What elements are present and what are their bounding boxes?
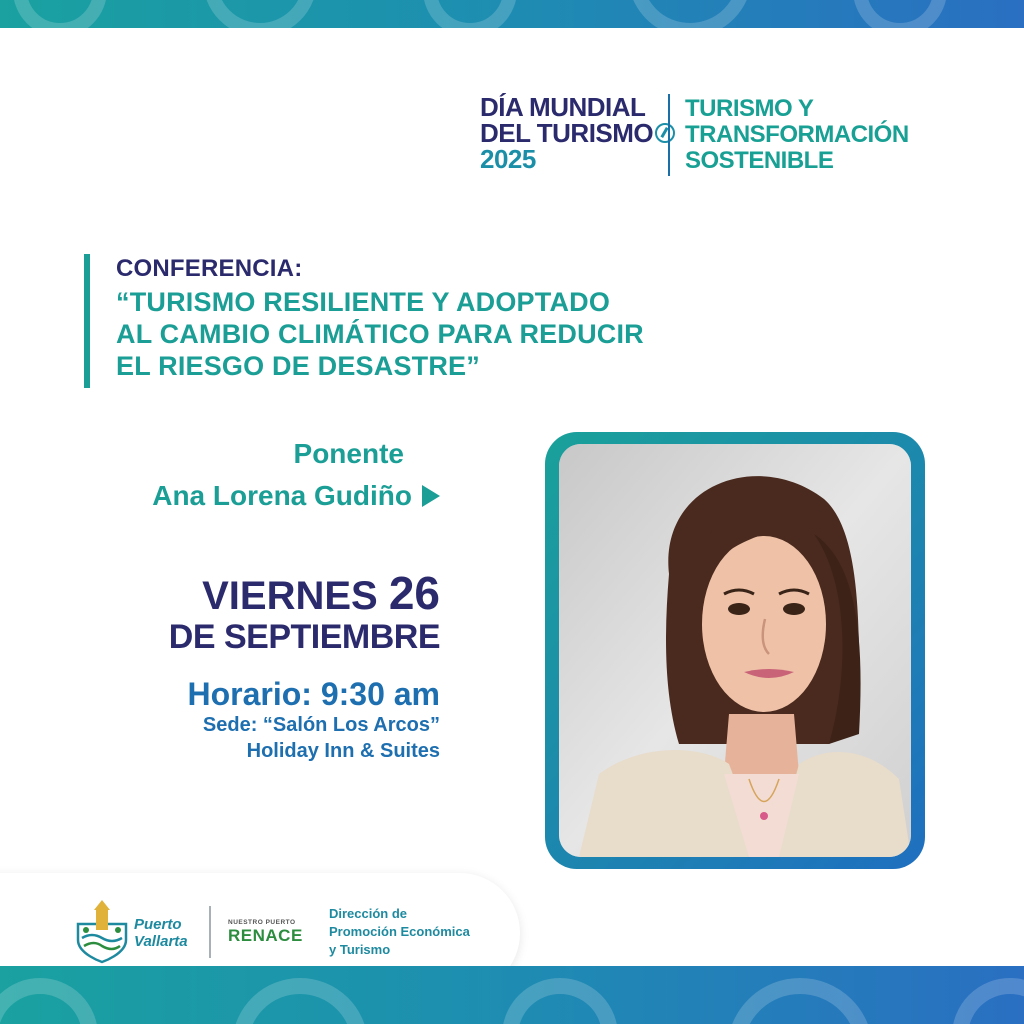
event-name: [480, 94, 675, 172]
department-name: [329, 905, 470, 959]
conference-title-line-1: “TURISMO RESILIENTE Y ADOPTADO: [116, 287, 611, 317]
renace-slogan: [228, 919, 303, 946]
puerto-vallarta-logo: [72, 896, 132, 971]
department-line-1: Dirección de: [329, 906, 408, 921]
compass-icon: [655, 123, 675, 143]
play-arrow-icon: [422, 485, 440, 507]
theme-line-2: TRANSFORMACIÓN: [685, 121, 909, 148]
event-weekday: VIERNES: [202, 574, 378, 618]
conference-label: CONFERENCIA:: [116, 255, 303, 282]
event-day-number: 26: [388, 567, 440, 619]
theme-line-3: SOSTENIBLE: [685, 147, 834, 174]
header-divider: [668, 94, 670, 176]
speaker-name: Ana Lorena Gudiño: [152, 480, 412, 511]
speaker-photo-frame: [545, 432, 925, 869]
bottom-decorative-band: [0, 966, 1024, 1024]
event-name-line-1: DÍA MUNDIAL: [480, 92, 646, 122]
department-line-3: y Turismo: [329, 942, 391, 957]
speaker-name-row: [152, 480, 440, 512]
event-theme: [685, 96, 909, 174]
event-year: 2025: [480, 144, 536, 174]
speaker-photo: [559, 444, 911, 857]
event-hotel: Holiday Inn & Suites: [246, 740, 440, 762]
conference-title-line-3: EL RIESGO DE DESASTRE”: [116, 351, 480, 381]
event-time: Horario: 9:30 am: [187, 676, 440, 712]
renace-small-text: NUESTRO PUERTO: [228, 919, 296, 926]
department-line-2: Promoción Económica: [329, 924, 470, 939]
top-decorative-band: [0, 0, 1024, 28]
conference-title: [116, 286, 644, 382]
event-venue: Sede: “Salón Los Arcos”: [202, 714, 440, 736]
conference-accent-bar: [84, 254, 90, 388]
theme-line-1: TURISMO Y: [685, 95, 814, 122]
event-day: [202, 566, 440, 620]
event-month: DE SEPTIEMBRE: [168, 618, 440, 656]
speaker-label: Ponente: [293, 438, 404, 469]
event-name-line-2: DEL TURISMO: [480, 118, 654, 148]
city-name: [134, 916, 188, 950]
city-name-line-1: Puerto: [134, 916, 182, 933]
conference-title-line-2: AL CAMBIO CLIMÁTICO PARA REDUCIR: [116, 319, 644, 349]
city-name-line-2: Vallarta: [134, 933, 188, 950]
renace-big-text: RENACE: [228, 926, 303, 945]
footer-divider: [209, 906, 211, 958]
